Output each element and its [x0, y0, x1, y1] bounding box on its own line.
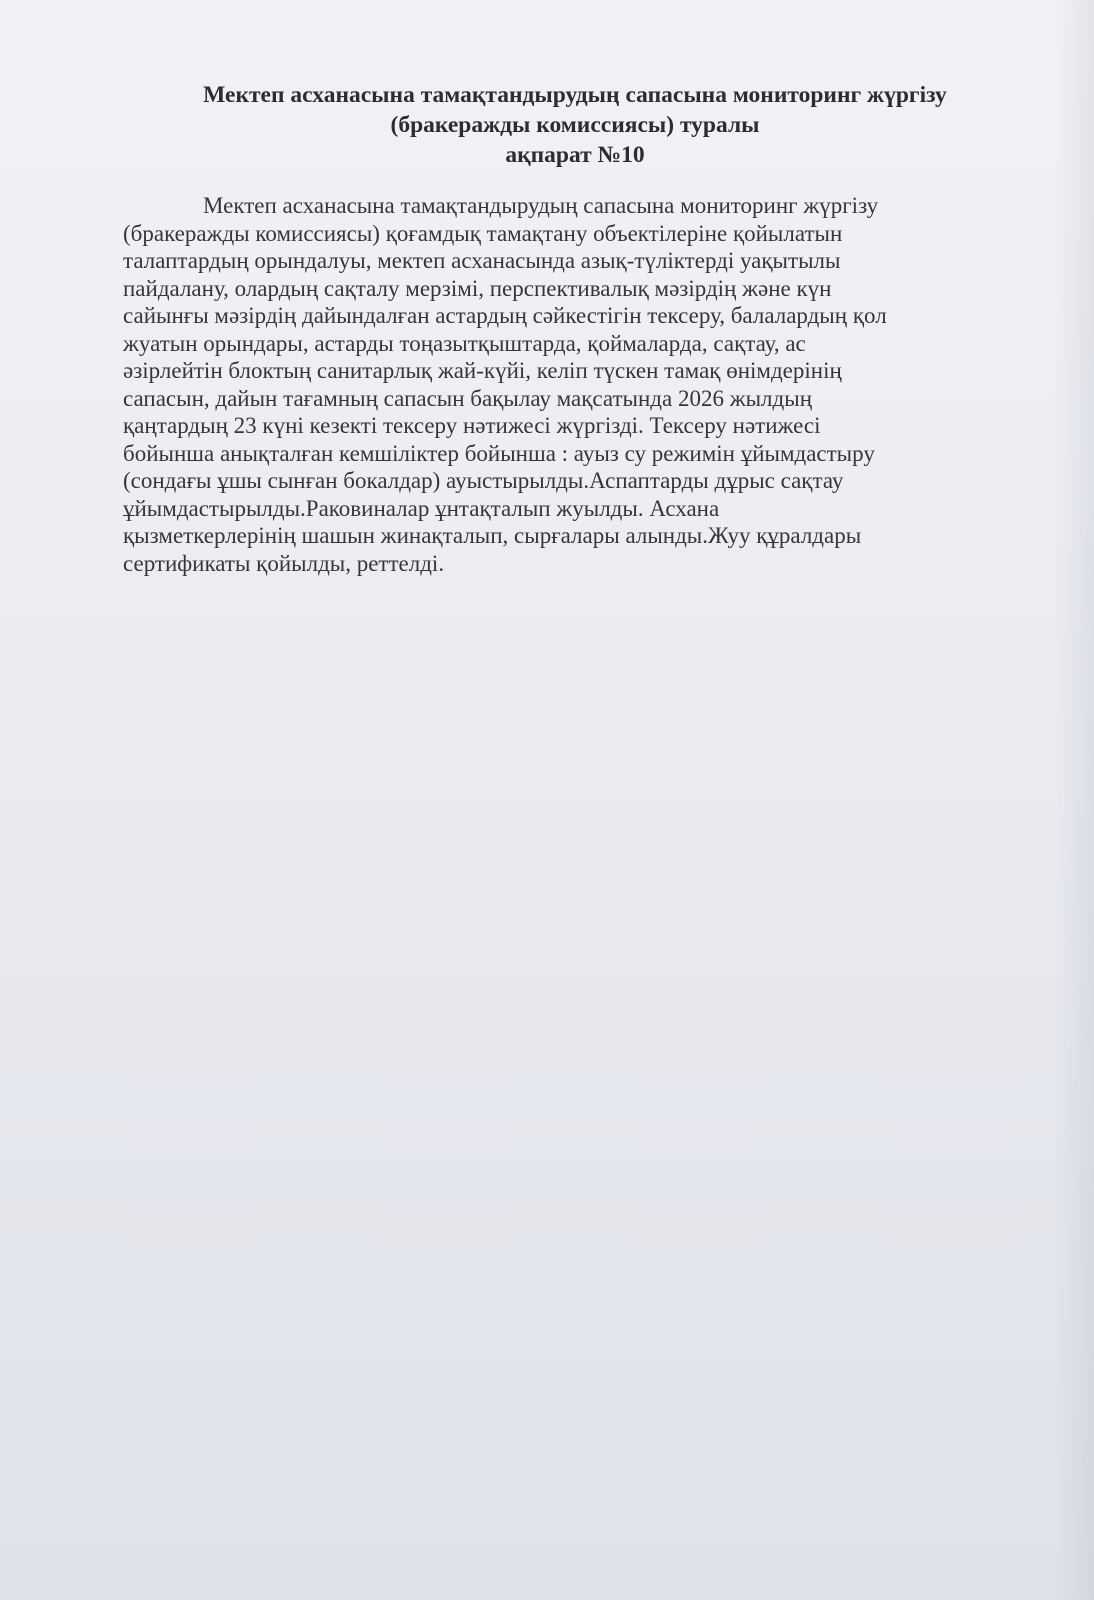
document-title	[110, 80, 1040, 170]
body-line: сапасын, дайын тағамның сапасын бақылау мақсатында 2026 жылдың	[123, 385, 813, 411]
body-line: талаптардың орындалуы, мектеп асханасында азық-түліктерді уақытылы	[123, 248, 841, 273]
title-line-2: (бракеражды комиссиясы) туралы	[390, 112, 760, 138]
title-line-3: ақпарат №10	[505, 142, 645, 168]
body-line: қаңтардың 23 күні кезекті тексеру нәтижесі жүргізді. Тексеру нәтижесі	[123, 413, 821, 438]
body-line: сертификаты қойылды, реттелді.	[123, 550, 445, 576]
body-line: сайынғы мәзірдің дайындалған астардың сәйкестігін тексеру, балалардың қол	[123, 303, 887, 328]
body-line: қызметкерлерінің шашын жинақталып, сырғалары алынды.Жуу құралдары	[123, 523, 862, 548]
body-line: жуатын орындары, астарды тоңазытқыштарда, қоймаларда, сақтау, ас	[123, 330, 806, 356]
body-line: бойынша анықталған кемшіліктер бойынша : ауыз су режимін ұйымдастыру	[123, 440, 875, 466]
body-line: Мектеп асханасына тамақтандырудың сапасына мониторинг жүргізу	[203, 193, 879, 218]
body-line: ұйымдастырылды.Раковиналар ұнтақталып жуылды. Асхана	[123, 495, 720, 521]
body-line: (сондағы ұшы сынған бокалдар) ауыстырылды.Аспаптарды дұрыс сақтау	[123, 468, 844, 493]
body-line: пайдалану, олардың сақталу мерзімі, перспективалық мәзірдің және күн	[123, 275, 832, 301]
body-line: (бракеражды комиссиясы) қоғамдық тамақтану объектілеріне қойылатын	[123, 220, 843, 246]
body-line: әзірлейтін блоктың санитарлық жай-күйі, келіп түскен тамақ өнімдерінің	[123, 358, 842, 383]
document-body	[123, 192, 1063, 577]
title-line-1: Мектеп асханасына тамақтандырудың сапасына мониторинг жүргізу	[203, 82, 947, 108]
